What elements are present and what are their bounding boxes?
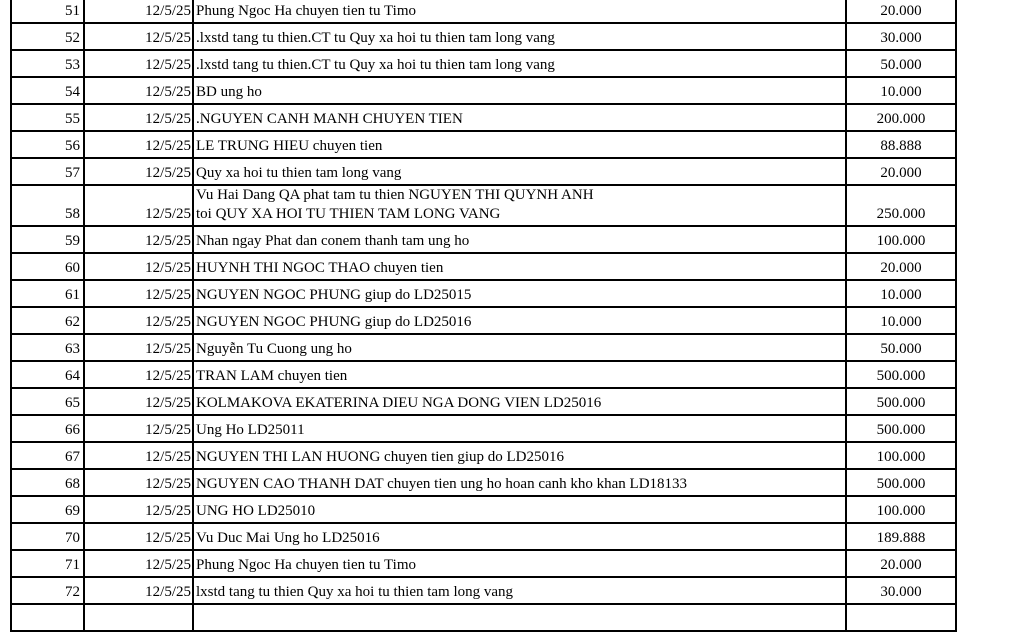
row-number: 58 [11, 185, 84, 226]
row-description [193, 550, 846, 577]
row-date: 12/5/25 [84, 415, 193, 442]
row-description [193, 496, 846, 523]
row-date: 12/5/25 [84, 23, 193, 50]
description-line: Nhan ngay Phat dan conem thanh tam ung ho [196, 233, 470, 249]
row-number: 66 [11, 415, 84, 442]
row-description [193, 604, 846, 631]
row-description [193, 185, 846, 226]
row-number: 64 [11, 361, 84, 388]
row-amount: 20.000 [846, 253, 956, 280]
description-line: Phung Ngoc Ha chuyen tien tu Timo [196, 3, 416, 19]
row-amount: 10.000 [846, 77, 956, 104]
row-date: 12/5/25 [84, 50, 193, 77]
description-line: HUYNH THI NGOC THAO chuyen tien [196, 260, 444, 276]
row-description [193, 388, 846, 415]
description-line: Nguyễn Tu Cuong ung ho [196, 341, 352, 357]
table-row [11, 131, 956, 158]
row-amount: 100.000 [846, 442, 956, 469]
row-description [193, 253, 846, 280]
row-number: 72 [11, 577, 84, 604]
row-date: 12/5/25 [84, 307, 193, 334]
row-number: 56 [11, 131, 84, 158]
row-description [193, 280, 846, 307]
row-amount: 200.000 [846, 104, 956, 131]
row-number: 55 [11, 104, 84, 131]
table-row [11, 104, 956, 131]
row-date: 12/5/25 [84, 469, 193, 496]
row-number: 61 [11, 280, 84, 307]
description-line: .NGUYEN CANH MANH CHUYEN TIEN [196, 111, 463, 127]
table-row [11, 442, 956, 469]
row-amount: 30.000 [846, 577, 956, 604]
table-row [11, 469, 956, 496]
row-amount: 10.000 [846, 280, 956, 307]
row-date: 12/5/25 [84, 226, 193, 253]
row-amount: 30.000 [846, 23, 956, 50]
row-date [84, 604, 193, 631]
description-line: TRAN LAM chuyen tien [196, 368, 348, 384]
description-line: Phung Ngoc Ha chuyen tien tu Timo [196, 557, 416, 573]
row-date: 12/5/25 [84, 442, 193, 469]
row-amount: 250.000 [846, 185, 956, 226]
table-row [11, 23, 956, 50]
row-number: 65 [11, 388, 84, 415]
row-date: 12/5/25 [84, 280, 193, 307]
row-date: 12/5/25 [84, 496, 193, 523]
row-number: 53 [11, 50, 84, 77]
row-date: 12/5/25 [84, 577, 193, 604]
description-line: Vu Hai Dang QA phat tam tu thien NGUYEN THI QUYNH ANH [196, 187, 594, 203]
table-row [11, 280, 956, 307]
row-description [193, 415, 846, 442]
description-line: BD ung ho [196, 84, 262, 100]
row-number: 51 [11, 0, 84, 23]
description-line: NGUYEN NGOC PHUNG giup do LD25016 [196, 314, 472, 330]
row-amount: 500.000 [846, 415, 956, 442]
row-number: 63 [11, 334, 84, 361]
row-amount: 10.000 [846, 307, 956, 334]
description-line: .lxstd tang tu thien.CT tu Quy xa hoi tu thien tam long vang [196, 30, 555, 46]
row-number: 70 [11, 523, 84, 550]
row-amount: 500.000 [846, 361, 956, 388]
table-row [11, 523, 956, 550]
row-amount: 100.000 [846, 496, 956, 523]
row-number: 60 [11, 253, 84, 280]
table-row [11, 415, 956, 442]
description-line: Ung Ho LD25011 [196, 422, 305, 438]
row-date: 12/5/25 [84, 131, 193, 158]
row-number: 52 [11, 23, 84, 50]
table-row [11, 253, 956, 280]
row-description [193, 131, 846, 158]
row-number: 68 [11, 469, 84, 496]
table-row [11, 185, 956, 226]
row-description [193, 523, 846, 550]
row-number: 62 [11, 307, 84, 334]
row-date: 12/5/25 [84, 388, 193, 415]
row-date: 12/5/25 [84, 104, 193, 131]
row-amount: 500.000 [846, 388, 956, 415]
row-description [193, 226, 846, 253]
table-row [11, 0, 956, 23]
row-description [193, 23, 846, 50]
row-amount: 20.000 [846, 550, 956, 577]
row-date: 12/5/25 [84, 77, 193, 104]
table-row [11, 577, 956, 604]
row-amount: 50.000 [846, 334, 956, 361]
row-description [193, 442, 846, 469]
row-date: 12/5/25 [84, 334, 193, 361]
row-description [193, 307, 846, 334]
row-date: 12/5/25 [84, 253, 193, 280]
table-row [11, 604, 956, 631]
row-description [193, 0, 846, 23]
table-row [11, 158, 956, 185]
row-amount: 88.888 [846, 131, 956, 158]
donation-table [10, 0, 957, 632]
row-number: 71 [11, 550, 84, 577]
description-line: .lxstd tang tu thien.CT tu Quy xa hoi tu thien tam long vang [196, 57, 555, 73]
row-date: 12/5/25 [84, 361, 193, 388]
row-description [193, 577, 846, 604]
row-description [193, 50, 846, 77]
description-line: KOLMAKOVA EKATERINA DIEU NGA DONG VIEN LD25016 [196, 395, 602, 411]
description-line: LE TRUNG HIEU chuyen tien [196, 138, 383, 154]
row-date: 12/5/25 [84, 523, 193, 550]
description-line: NGUYEN THI LAN HUONG chuyen tien giup do LD25016 [196, 449, 565, 465]
table-row [11, 550, 956, 577]
table-row [11, 226, 956, 253]
table-row [11, 307, 956, 334]
row-amount: 20.000 [846, 158, 956, 185]
row-amount: 189.888 [846, 523, 956, 550]
row-description [193, 77, 846, 104]
row-description [193, 104, 846, 131]
description-line: Quy xa hoi tu thien tam long vang [196, 165, 402, 181]
row-number: 59 [11, 226, 84, 253]
donation-rows [11, 0, 956, 631]
row-description [193, 469, 846, 496]
row-amount [846, 604, 956, 631]
table-row [11, 77, 956, 104]
row-date: 12/5/25 [84, 185, 193, 226]
row-number: 69 [11, 496, 84, 523]
row-number: 67 [11, 442, 84, 469]
row-number: 54 [11, 77, 84, 104]
row-date: 12/5/25 [84, 550, 193, 577]
row-description [193, 158, 846, 185]
row-number [11, 604, 84, 631]
row-amount: 20.000 [846, 0, 956, 23]
description-line: Vu Duc Mai Ung ho LD25016 [196, 530, 380, 546]
description-line: lxstd tang tu thien Quy xa hoi tu thien tam long vang [196, 584, 514, 600]
row-amount: 100.000 [846, 226, 956, 253]
description-line: UNG HO LD25010 [196, 503, 316, 519]
row-date: 12/5/25 [84, 0, 193, 23]
row-description [193, 334, 846, 361]
row-number: 57 [11, 158, 84, 185]
table-row [11, 388, 956, 415]
row-amount: 50.000 [846, 50, 956, 77]
row-description [193, 361, 846, 388]
table-row [11, 334, 956, 361]
description-line: NGUYEN CAO THANH DAT chuyen tien ung ho hoan canh kho khan LD18133 [196, 476, 688, 492]
table-row [11, 50, 956, 77]
row-date: 12/5/25 [84, 158, 193, 185]
description-line: toi QUY XA HOI TU THIEN TAM LONG VANG [196, 206, 501, 222]
description-line: NGUYEN NGOC PHUNG giup do LD25015 [196, 287, 472, 303]
row-amount: 500.000 [846, 469, 956, 496]
table-row [11, 496, 956, 523]
table-row [11, 361, 956, 388]
